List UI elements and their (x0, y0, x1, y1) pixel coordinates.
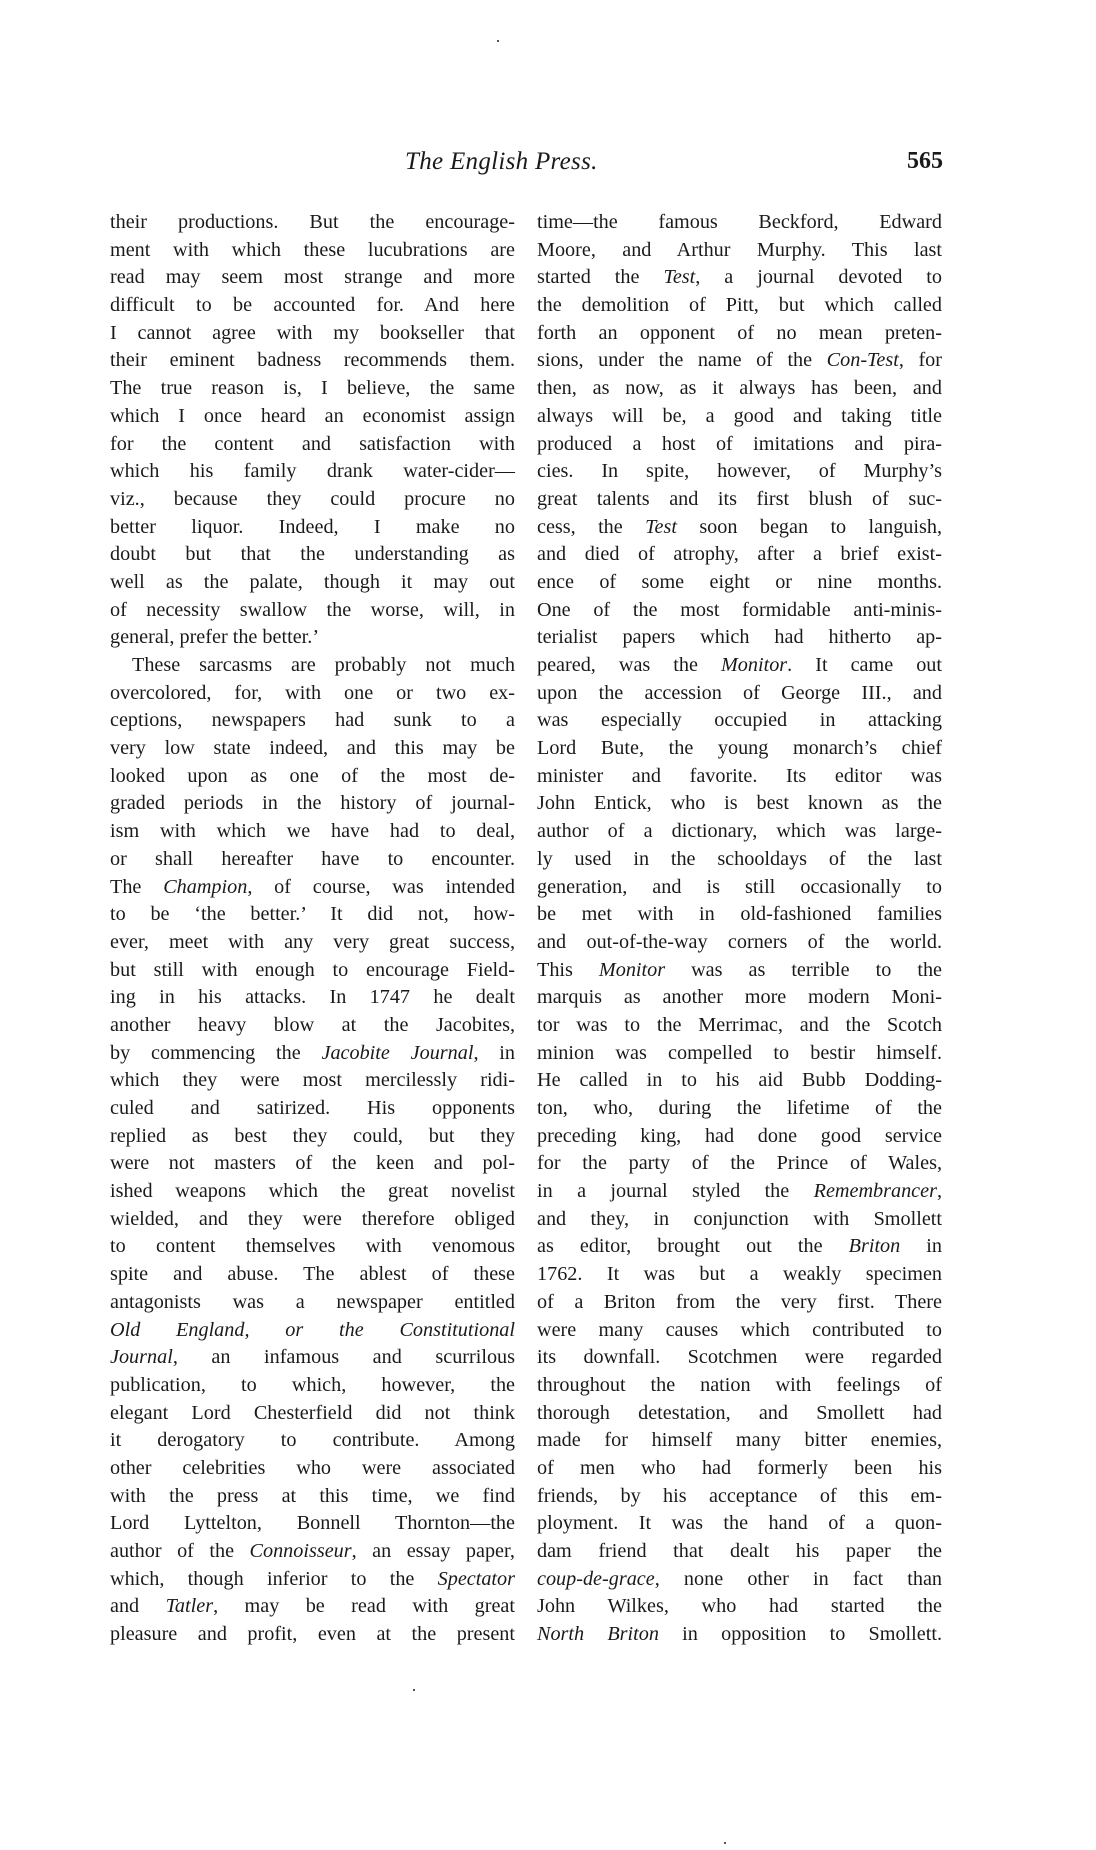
body-text: and they, in conjunction with Smollett (537, 1207, 942, 1230)
body-text: or shall hereafter have to encounter. (110, 847, 515, 870)
body-text: , (936, 1180, 942, 1203)
body-text: John Entick, who is best known as the (537, 792, 942, 815)
body-text: ished weapons which the great novelist (110, 1180, 515, 1203)
text-line (110, 237, 515, 265)
text-line (110, 320, 515, 348)
body-text: cess, the (537, 515, 646, 538)
text-line (110, 1233, 515, 1261)
text-line (110, 1317, 515, 1345)
text-line (110, 874, 515, 902)
text-line (110, 1067, 515, 1095)
text-line (537, 1483, 942, 1511)
text-line (537, 735, 942, 763)
body-text: were not masters of the keen and pol- (110, 1152, 515, 1175)
text-line (110, 790, 515, 818)
body-text: of necessity swallow the worse, will, in (110, 598, 515, 621)
text-line (110, 1400, 515, 1428)
text-line (110, 597, 515, 625)
body-text: produced a host of imitations and pira- (537, 432, 942, 455)
body-text: but still with enough to encourage Field- (110, 958, 515, 981)
text-line (537, 514, 942, 542)
text-line (110, 1178, 515, 1206)
text-line (110, 846, 515, 874)
body-text: with the press at this time, we find (110, 1484, 515, 1507)
text-line (110, 347, 515, 375)
body-text: by commencing the (110, 1041, 322, 1064)
italic-title-text: Spectator (437, 1567, 515, 1590)
text-line (537, 680, 942, 708)
text-line (537, 431, 942, 459)
body-text: peared, was the (537, 654, 721, 676)
body-text: started the (537, 266, 664, 289)
body-text: ceptions, newspapers had sunk to a (110, 709, 515, 732)
text-line (110, 292, 515, 320)
italic-title-text: Champion (163, 875, 248, 898)
text-line (110, 624, 515, 652)
text-line (110, 1621, 515, 1649)
body-text: Lord Bute, the young monarch’s chief (537, 737, 942, 760)
text-line (537, 984, 942, 1012)
text-line (537, 1317, 942, 1345)
text-line (110, 458, 515, 486)
body-text: wielded, and they were therefore obliged (110, 1207, 515, 1230)
text-line (110, 652, 515, 680)
body-text: for the content and satisfaction with (110, 432, 515, 455)
body-text: I cannot agree with my bookseller that (110, 321, 515, 344)
body-text: which his family drank water-cider— (110, 460, 515, 483)
italic-title-text: North Briton (537, 1623, 659, 1646)
body-text: be met with in old-fashioned families (537, 903, 942, 926)
print-speck (497, 40, 499, 42)
body-text: difficult to be accounted for. And here (110, 294, 515, 317)
body-text: their productions. But the encourage- (110, 211, 515, 233)
text-line (537, 1593, 942, 1621)
body-text: 1762. It was but a weakly specimen (537, 1263, 942, 1286)
text-line (537, 1344, 942, 1372)
italic-title-text: Test (663, 266, 696, 289)
italic-title-text: Briton (848, 1235, 901, 1258)
text-line (537, 264, 942, 292)
text-line (537, 347, 942, 375)
body-text: Lord Lyttelton, Bonnell Thornton—the (110, 1512, 515, 1535)
body-text: always will be, a good and taking title (537, 404, 942, 427)
body-text: , none other in fact than (654, 1567, 942, 1590)
body-text: He called in to his aid Bubb Dodding- (537, 1069, 942, 1092)
text-line (537, 486, 942, 514)
italic-title-text: Remembrancer (813, 1180, 937, 1203)
body-text: , may be read with great (213, 1595, 515, 1618)
text-line (537, 1372, 942, 1400)
text-line (537, 1206, 942, 1234)
text-line (110, 1150, 515, 1178)
text-line (110, 1095, 515, 1123)
body-text: graded periods in the history of journal- (110, 792, 515, 815)
body-text: throughout the nation with feelings of (537, 1373, 942, 1396)
body-text: One of the most formidable anti-minis- (537, 598, 942, 621)
italic-title-text: Monitor (720, 654, 788, 676)
text-line (537, 763, 942, 791)
right-text-column (537, 209, 942, 1649)
body-text: , a journal devoted to (695, 266, 942, 289)
body-text: generation, and is still occasionally to (537, 875, 942, 898)
text-line (537, 1150, 942, 1178)
body-text: , for (898, 349, 942, 372)
body-text: very low state indeed, and this may be (110, 737, 515, 760)
body-text: ployment. It was the hand of a quon- (537, 1512, 942, 1535)
text-line (537, 1261, 942, 1289)
body-text: and died of atrophy, after a brief exist- (537, 543, 942, 566)
body-text: general, prefer the better.’ (110, 626, 320, 649)
text-line (110, 763, 515, 791)
body-text: terialist papers which had hitherto ap- (537, 626, 942, 649)
body-text: pleasure and profit, even at the present (110, 1623, 515, 1646)
body-text: The true reason is, I believe, the same (110, 377, 515, 400)
text-line (537, 292, 942, 320)
text-line (537, 790, 942, 818)
body-text: ism with which we have had to deal, (110, 820, 515, 843)
body-text: another heavy blow at the Jacobites, (110, 1013, 515, 1036)
text-line (537, 652, 942, 680)
text-line (110, 403, 515, 431)
body-text: culed and satirized. His opponents (110, 1097, 515, 1119)
body-text: author of the (110, 1540, 250, 1562)
body-text: to content themselves with venomous (110, 1235, 515, 1258)
text-line (110, 1566, 515, 1594)
text-line (537, 929, 942, 957)
body-text: preceding king, had done good service (537, 1124, 942, 1147)
body-text: read may seem most strange and more (110, 266, 515, 289)
body-text: other celebrities who were associated (110, 1456, 515, 1479)
body-text: in (900, 1235, 943, 1258)
body-text: doubt but that the understanding as (110, 543, 515, 566)
print-speck (724, 1842, 726, 1844)
body-text: soon began to languish, (676, 515, 942, 538)
body-text: upon the accession of George III., and (537, 681, 942, 704)
text-line (110, 735, 515, 763)
body-text: to be ‘the better.’ It did not, how- (110, 903, 515, 926)
body-text: time—the famous Beckford, Edward (537, 211, 942, 233)
body-text: . It came out (787, 654, 942, 676)
text-line (537, 707, 942, 735)
body-text: friends, by his acceptance of this em- (537, 1484, 942, 1507)
body-text: forth an opponent of no mean preten- (537, 321, 942, 344)
body-text: sions, under the name of the (537, 349, 827, 372)
text-line (537, 1427, 942, 1455)
text-line (537, 1178, 942, 1206)
running-head (110, 148, 945, 182)
text-line (110, 1206, 515, 1234)
body-text: for the party of the Prince of Wales, (537, 1152, 942, 1175)
text-line (110, 1372, 515, 1400)
body-text: tor was to the Merrimac, and the Scotch (537, 1013, 942, 1036)
text-line (110, 375, 515, 403)
text-line (110, 957, 515, 985)
body-text: , an essay paper, (351, 1540, 515, 1562)
body-text: as editor, brought out the (537, 1235, 849, 1258)
text-line (537, 957, 942, 985)
text-line (537, 818, 942, 846)
text-line (110, 901, 515, 929)
text-line (537, 1566, 942, 1594)
page-number: 565 (907, 148, 943, 174)
text-line (537, 874, 942, 902)
text-line (537, 901, 942, 929)
left-text-column (110, 209, 515, 1649)
text-line (110, 1123, 515, 1151)
text-line (537, 846, 942, 874)
text-line (537, 1067, 942, 1095)
body-text: was especially occupied in attacking (537, 709, 942, 732)
body-text: which, though inferior to the (110, 1567, 438, 1590)
italic-title-text: Con-Test (826, 349, 899, 372)
text-line (110, 1593, 515, 1621)
body-text: great talents and its first blush of suc- (537, 487, 942, 510)
text-line (110, 541, 515, 569)
text-line (537, 1289, 942, 1317)
body-text: and out-of-the-way corners of the world. (537, 930, 942, 953)
body-text: ence of some eight or nine months. (537, 570, 942, 593)
text-line (537, 624, 942, 652)
text-line (537, 1510, 942, 1538)
italic-title-text: Connoisseur (249, 1540, 352, 1562)
body-text: well as the palate, though it may out (110, 570, 515, 593)
body-text: cies. In spite, however, of Murphy’s (537, 460, 942, 483)
text-line (110, 431, 515, 459)
text-line (110, 1538, 515, 1566)
body-text: The (110, 875, 164, 898)
text-line (537, 375, 942, 403)
body-text: the demolition of Pitt, but which called (537, 294, 942, 317)
text-line (110, 984, 515, 1012)
text-line (537, 541, 942, 569)
body-text: in opposition to Smollett. (658, 1623, 942, 1646)
body-text: better liquor. Indeed, I make no (110, 515, 515, 538)
body-text: their eminent badness recommends them. (110, 349, 515, 372)
text-line (537, 1455, 942, 1483)
text-line (110, 1040, 515, 1068)
text-line (537, 1400, 942, 1428)
text-line (537, 320, 942, 348)
body-text: marquis as another more modern Moni- (537, 986, 942, 1009)
body-text: made for himself many bitter enemies, (537, 1429, 942, 1452)
body-text: of men who had formerly been his (537, 1456, 942, 1479)
text-line (110, 1510, 515, 1538)
text-line (110, 1344, 515, 1372)
body-text: publication, to which, however, the (110, 1373, 515, 1396)
body-text: which I once heard an economist assign (110, 404, 515, 427)
italic-title-text: Journal (110, 1346, 173, 1369)
text-line (110, 707, 515, 735)
body-text: its downfall. Scotchmen were regarded (537, 1346, 942, 1369)
italic-title-text: Jacobite Journal (321, 1041, 474, 1064)
body-text: replied as best they could, but they (110, 1124, 515, 1147)
text-line (537, 1095, 942, 1123)
print-speck (413, 1689, 415, 1691)
text-line (110, 1012, 515, 1040)
body-text: in a journal styled the (537, 1180, 814, 1203)
body-text: , of course, was intended (247, 875, 515, 898)
body-text: looked upon as one of the most de- (110, 764, 515, 787)
text-line (537, 1040, 942, 1068)
text-line (110, 1427, 515, 1455)
text-line (537, 597, 942, 625)
body-text: was as terrible to the (665, 958, 942, 981)
text-line (537, 569, 942, 597)
text-line (537, 1621, 942, 1649)
text-line (537, 1538, 942, 1566)
text-line (537, 458, 942, 486)
text-line (537, 1012, 942, 1040)
body-text: and (110, 1595, 166, 1618)
text-line (110, 264, 515, 292)
body-text: minion was compelled to bestir himself. (537, 1041, 942, 1064)
text-line (110, 1289, 515, 1317)
body-text: Moore, and Arthur Murphy. This last (537, 238, 942, 261)
body-text: of a Briton from the very first. There (537, 1290, 942, 1313)
text-line (110, 486, 515, 514)
text-line (110, 1261, 515, 1289)
text-line (537, 1123, 942, 1151)
body-text: viz., because they could procure no (110, 487, 515, 510)
running-title: The English Press. (405, 148, 598, 175)
body-text: thorough detestation, and Smollett had (537, 1401, 942, 1424)
body-text: spite and abuse. The ablest of these (110, 1263, 515, 1286)
body-text: ing in his attacks. In 1747 he dealt (110, 986, 515, 1009)
body-text: which they were most mercilessly ridi- (110, 1069, 515, 1092)
body-text: This (537, 958, 599, 981)
body-text: then, as now, as it always has been, and (537, 377, 942, 400)
text-line (110, 209, 515, 237)
body-text: dam friend that dealt his paper the (537, 1540, 942, 1562)
body-text: , in (473, 1041, 515, 1064)
body-text: ment with which these lucubrations are (110, 238, 515, 261)
text-line (537, 1233, 942, 1261)
body-text: author of a dictionary, which was large- (537, 820, 942, 843)
body-text: minister and favorite. Its editor was (537, 764, 942, 787)
text-line (110, 1455, 515, 1483)
body-text: ly used in the schooldays of the last (537, 847, 942, 870)
text-line (537, 403, 942, 431)
text-line (110, 818, 515, 846)
body-text: John Wilkes, who had started the (537, 1595, 942, 1618)
italic-title-text: Test (645, 515, 677, 538)
italic-title-text: Old England, or the Constitutional (110, 1318, 515, 1341)
text-line (110, 514, 515, 542)
italic-title-text: Monitor (598, 958, 666, 981)
text-line (110, 1483, 515, 1511)
body-text: ever, meet with any very great success, (110, 930, 515, 953)
text-line (110, 680, 515, 708)
body-text: overcolored, for, with one or two ex- (110, 681, 515, 704)
italic-title-text: Tatler (165, 1595, 214, 1618)
text-line (537, 209, 942, 237)
body-text: ton, who, during the lifetime of the (537, 1097, 942, 1119)
text-line (110, 929, 515, 957)
body-text: , an infamous and scurrilous (172, 1346, 515, 1369)
body-text: antagonists was a newspaper entitled (110, 1290, 515, 1313)
body-text: These sarcasms are probably not much (132, 654, 515, 676)
body-text: elegant Lord Chesterfield did not think (110, 1401, 515, 1424)
body-text: it derogatory to contribute. Among (110, 1429, 515, 1452)
italic-title-text: coup-de-grace (537, 1567, 655, 1590)
text-line (110, 569, 515, 597)
text-line (537, 237, 942, 265)
body-text: were many causes which contributed to (537, 1318, 942, 1341)
